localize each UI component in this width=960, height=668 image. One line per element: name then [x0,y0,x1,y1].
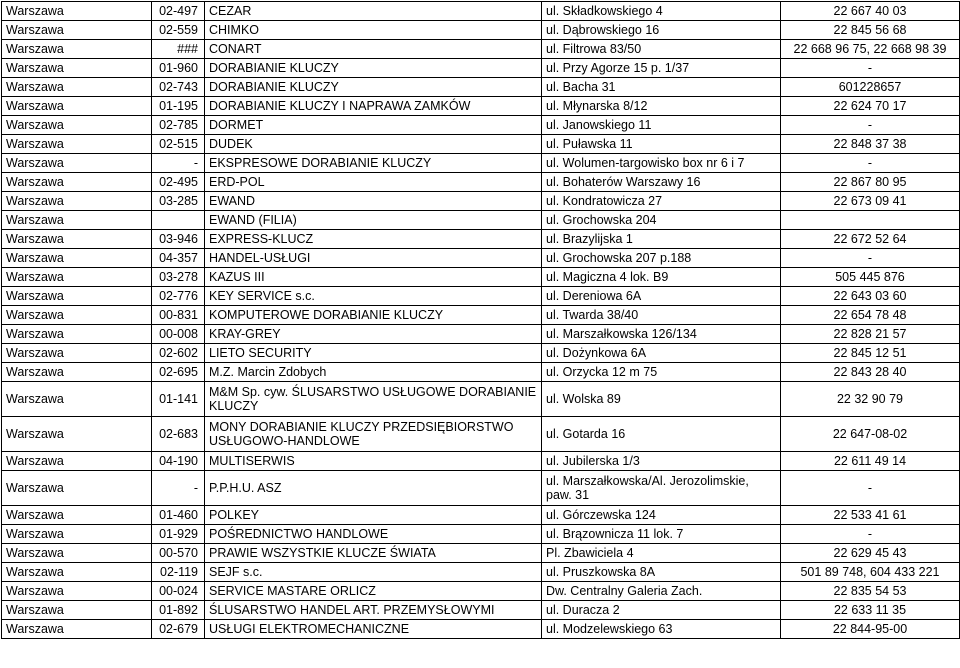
table-row [2,582,960,601]
postal-code-cell: 02-495 [152,173,205,192]
city-cell: Warszawa [2,78,152,97]
address-cell: Pl. Zbawiciela 4 [542,544,781,563]
table-row [2,230,960,249]
city-cell: Warszawa [2,40,152,59]
phone-cell: 22 643 03 60 [781,287,960,306]
business-name-cell: EWAND (FILIA) [205,211,542,230]
phone-cell: - [781,154,960,173]
business-name-cell: M&M Sp. cyw. ŚLUSARSTWO USŁUGOWE DORABIANIE KLUCZY [205,382,542,417]
city-cell: Warszawa [2,417,152,452]
phone-cell: - [781,249,960,268]
business-name-cell: EWAND [205,192,542,211]
table-row [2,78,960,97]
address-cell: ul. Duracza 2 [542,601,781,620]
address-cell: ul. Dereniowa 6A [542,287,781,306]
postal-code-cell: 02-679 [152,620,205,639]
business-name-cell: M.Z. Marcin Zdobych [205,363,542,382]
table-row [2,59,960,78]
locksmith-directory-table [1,1,960,639]
postal-code-cell: 01-892 [152,601,205,620]
table-row [2,287,960,306]
city-cell: Warszawa [2,544,152,563]
postal-code-cell: 00-570 [152,544,205,563]
table-row [2,249,960,268]
business-name-cell: SERVICE MASTARE ORLICZ [205,582,542,601]
city-cell: Warszawa [2,135,152,154]
table-row [2,325,960,344]
business-name-cell: PRAWIE WSZYSTKIE KLUCZE ŚWIATA [205,544,542,563]
postal-code-cell: 02-695 [152,363,205,382]
postal-code-cell: 01-141 [152,382,205,417]
phone-cell: 22 867 80 95 [781,173,960,192]
city-cell: Warszawa [2,525,152,544]
phone-cell: - [781,525,960,544]
phone-cell: 501 89 748, 604 433 221 [781,563,960,582]
address-cell: ul. Janowskiego 11 [542,116,781,135]
business-name-cell: CHIMKO [205,21,542,40]
business-name-cell: POLKEY [205,506,542,525]
city-cell: Warszawa [2,287,152,306]
table-row [2,417,960,452]
city-cell: Warszawa [2,563,152,582]
address-cell: ul. Brązownicza 11 lok. 7 [542,525,781,544]
address-cell: ul. Grochowska 204 [542,211,781,230]
table-row [2,173,960,192]
business-name-cell: HANDEL-USŁUGI [205,249,542,268]
city-cell: Warszawa [2,211,152,230]
table-row [2,192,960,211]
table-row [2,363,960,382]
postal-code-cell: 03-278 [152,268,205,287]
postal-code-cell: 02-497 [152,2,205,21]
phone-cell: 22 844-95-00 [781,620,960,639]
business-name-cell: USŁUGI ELEKTROMECHANICZNE [205,620,542,639]
postal-code-cell: 04-190 [152,452,205,471]
business-name-cell: MONY DORABIANIE KLUCZY PRZEDSIĘBIORSTWO USŁUGOWO-HANDLOWE [205,417,542,452]
phone-cell [781,211,960,230]
address-cell: ul. Przy Agorze 15 p. 1/37 [542,59,781,78]
postal-code-cell: 04-357 [152,249,205,268]
phone-cell: 22 533 41 61 [781,506,960,525]
address-cell: Dw. Centralny Galeria Zach. [542,582,781,601]
address-cell: ul. Bacha 31 [542,78,781,97]
postal-code-cell: 02-785 [152,116,205,135]
table-row [2,620,960,639]
city-cell: Warszawa [2,97,152,116]
address-cell: ul. Puławska 11 [542,135,781,154]
city-cell: Warszawa [2,268,152,287]
phone-cell: 22 845 12 51 [781,344,960,363]
table-row [2,97,960,116]
business-name-cell: ERD-POL [205,173,542,192]
city-cell: Warszawa [2,249,152,268]
city-cell: Warszawa [2,382,152,417]
postal-code-cell: 01-460 [152,506,205,525]
table-row [2,563,960,582]
address-cell: ul. Marszałkowska/Al. Jerozolimskie, paw. 31 [542,471,781,506]
table-row [2,154,960,173]
postal-code-cell: 00-831 [152,306,205,325]
table-row [2,211,960,230]
business-name-cell: DUDEK [205,135,542,154]
postal-code-cell: 02-515 [152,135,205,154]
phone-cell: 601228657 [781,78,960,97]
city-cell: Warszawa [2,306,152,325]
phone-cell: 22 647-08-02 [781,417,960,452]
table-row [2,135,960,154]
address-cell: ul. Bohaterów Warszawy 16 [542,173,781,192]
business-name-cell: ŚLUSARSTWO HANDEL ART. PRZEMYSŁOWYMI [205,601,542,620]
table-row [2,525,960,544]
phone-cell: 22 633 11 35 [781,601,960,620]
business-name-cell: DORABIANIE KLUCZY [205,59,542,78]
postal-code-cell: 03-285 [152,192,205,211]
address-cell: ul. Gotarda 16 [542,417,781,452]
table-row [2,344,960,363]
city-cell: Warszawa [2,21,152,40]
table-row [2,2,960,21]
table-row [2,544,960,563]
phone-cell: 505 445 876 [781,268,960,287]
phone-cell: 22 624 70 17 [781,97,960,116]
business-name-cell: DORMET [205,116,542,135]
business-name-cell: POŚREDNICTWO HANDLOWE [205,525,542,544]
business-name-cell: SEJF s.c. [205,563,542,582]
phone-cell: 22 611 49 14 [781,452,960,471]
city-cell: Warszawa [2,116,152,135]
address-cell: ul. Brazylijska 1 [542,230,781,249]
table-row [2,601,960,620]
city-cell: Warszawa [2,344,152,363]
business-name-cell: DORABIANIE KLUCZY I NAPRAWA ZAMKÓW [205,97,542,116]
postal-code-cell: - [152,154,205,173]
city-cell: Warszawa [2,325,152,344]
postal-code-cell: 02-683 [152,417,205,452]
phone-cell: 22 629 45 43 [781,544,960,563]
phone-cell: 22 835 54 53 [781,582,960,601]
table-body [2,2,960,639]
business-name-cell: KEY SERVICE s.c. [205,287,542,306]
address-cell: ul. Kondratowicza 27 [542,192,781,211]
business-name-cell: CEZAR [205,2,542,21]
postal-code-cell [152,211,205,230]
phone-cell: - [781,116,960,135]
postal-code-cell: 02-743 [152,78,205,97]
address-cell: ul. Twarda 38/40 [542,306,781,325]
business-name-cell: LIETO SECURITY [205,344,542,363]
city-cell: Warszawa [2,452,152,471]
city-cell: Warszawa [2,173,152,192]
business-name-cell: KRAY-GREY [205,325,542,344]
address-cell: ul. Dąbrowskiego 16 [542,21,781,40]
postal-code-cell: 02-776 [152,287,205,306]
address-cell: ul. Składkowskiego 4 [542,2,781,21]
phone-cell: 22 654 78 48 [781,306,960,325]
postal-code-cell: 00-008 [152,325,205,344]
phone-cell: 22 668 96 75, 22 668 98 39 [781,40,960,59]
city-cell: Warszawa [2,59,152,78]
address-cell: ul. Dożynkowa 6A [542,344,781,363]
city-cell: Warszawa [2,230,152,249]
table-row [2,40,960,59]
table-row [2,382,960,417]
table-row [2,452,960,471]
business-name-cell: MULTISERWIS [205,452,542,471]
phone-cell: 22 845 56 68 [781,21,960,40]
phone-cell: 22 843 28 40 [781,363,960,382]
phone-cell: 22 828 21 57 [781,325,960,344]
address-cell: ul. Pruszkowska 8A [542,563,781,582]
table-row [2,21,960,40]
business-name-cell: EXPRESS-KLUCZ [205,230,542,249]
table-row [2,471,960,506]
postal-code-cell: 03-946 [152,230,205,249]
city-cell: Warszawa [2,506,152,525]
address-cell: ul. Górczewska 124 [542,506,781,525]
postal-code-cell: 00-024 [152,582,205,601]
city-cell: Warszawa [2,471,152,506]
address-cell: ul. Grochowska 207 p.188 [542,249,781,268]
postal-code-cell: 02-602 [152,344,205,363]
city-cell: Warszawa [2,601,152,620]
business-name-cell: EKSPRESOWE DORABIANIE KLUCZY [205,154,542,173]
table-row [2,116,960,135]
address-cell: ul. Filtrowa 83/50 [542,40,781,59]
table-row [2,268,960,287]
address-cell: ul. Orzycka 12 m 75 [542,363,781,382]
phone-cell: - [781,59,960,78]
business-name-cell: DORABIANIE KLUCZY [205,78,542,97]
address-cell: ul. Modzelewskiego 63 [542,620,781,639]
table-row [2,306,960,325]
postal-code-cell: 01-195 [152,97,205,116]
business-name-cell: P.P.H.U. ASZ [205,471,542,506]
city-cell: Warszawa [2,620,152,639]
address-cell: ul. Młynarska 8/12 [542,97,781,116]
business-name-cell: KAZUS III [205,268,542,287]
city-cell: Warszawa [2,154,152,173]
table-row [2,506,960,525]
phone-cell: 22 32 90 79 [781,382,960,417]
business-name-cell: CONART [205,40,542,59]
business-name-cell: KOMPUTEROWE DORABIANIE KLUCZY [205,306,542,325]
address-cell: ul. Jubilerska 1/3 [542,452,781,471]
phone-cell: 22 848 37 38 [781,135,960,154]
address-cell: ul. Magiczna 4 lok. B9 [542,268,781,287]
phone-cell: - [781,471,960,506]
address-cell: ul. Wolumen-targowisko box nr 6 i 7 [542,154,781,173]
city-cell: Warszawa [2,2,152,21]
city-cell: Warszawa [2,363,152,382]
phone-cell: 22 673 09 41 [781,192,960,211]
phone-cell: 22 667 40 03 [781,2,960,21]
postal-code-cell: ### [152,40,205,59]
postal-code-cell: 01-929 [152,525,205,544]
city-cell: Warszawa [2,192,152,211]
postal-code-cell: - [152,471,205,506]
address-cell: ul. Marszałkowska 126/134 [542,325,781,344]
postal-code-cell: 02-119 [152,563,205,582]
phone-cell: 22 672 52 64 [781,230,960,249]
postal-code-cell: 02-559 [152,21,205,40]
city-cell: Warszawa [2,582,152,601]
address-cell: ul. Wolska 89 [542,382,781,417]
postal-code-cell: 01-960 [152,59,205,78]
